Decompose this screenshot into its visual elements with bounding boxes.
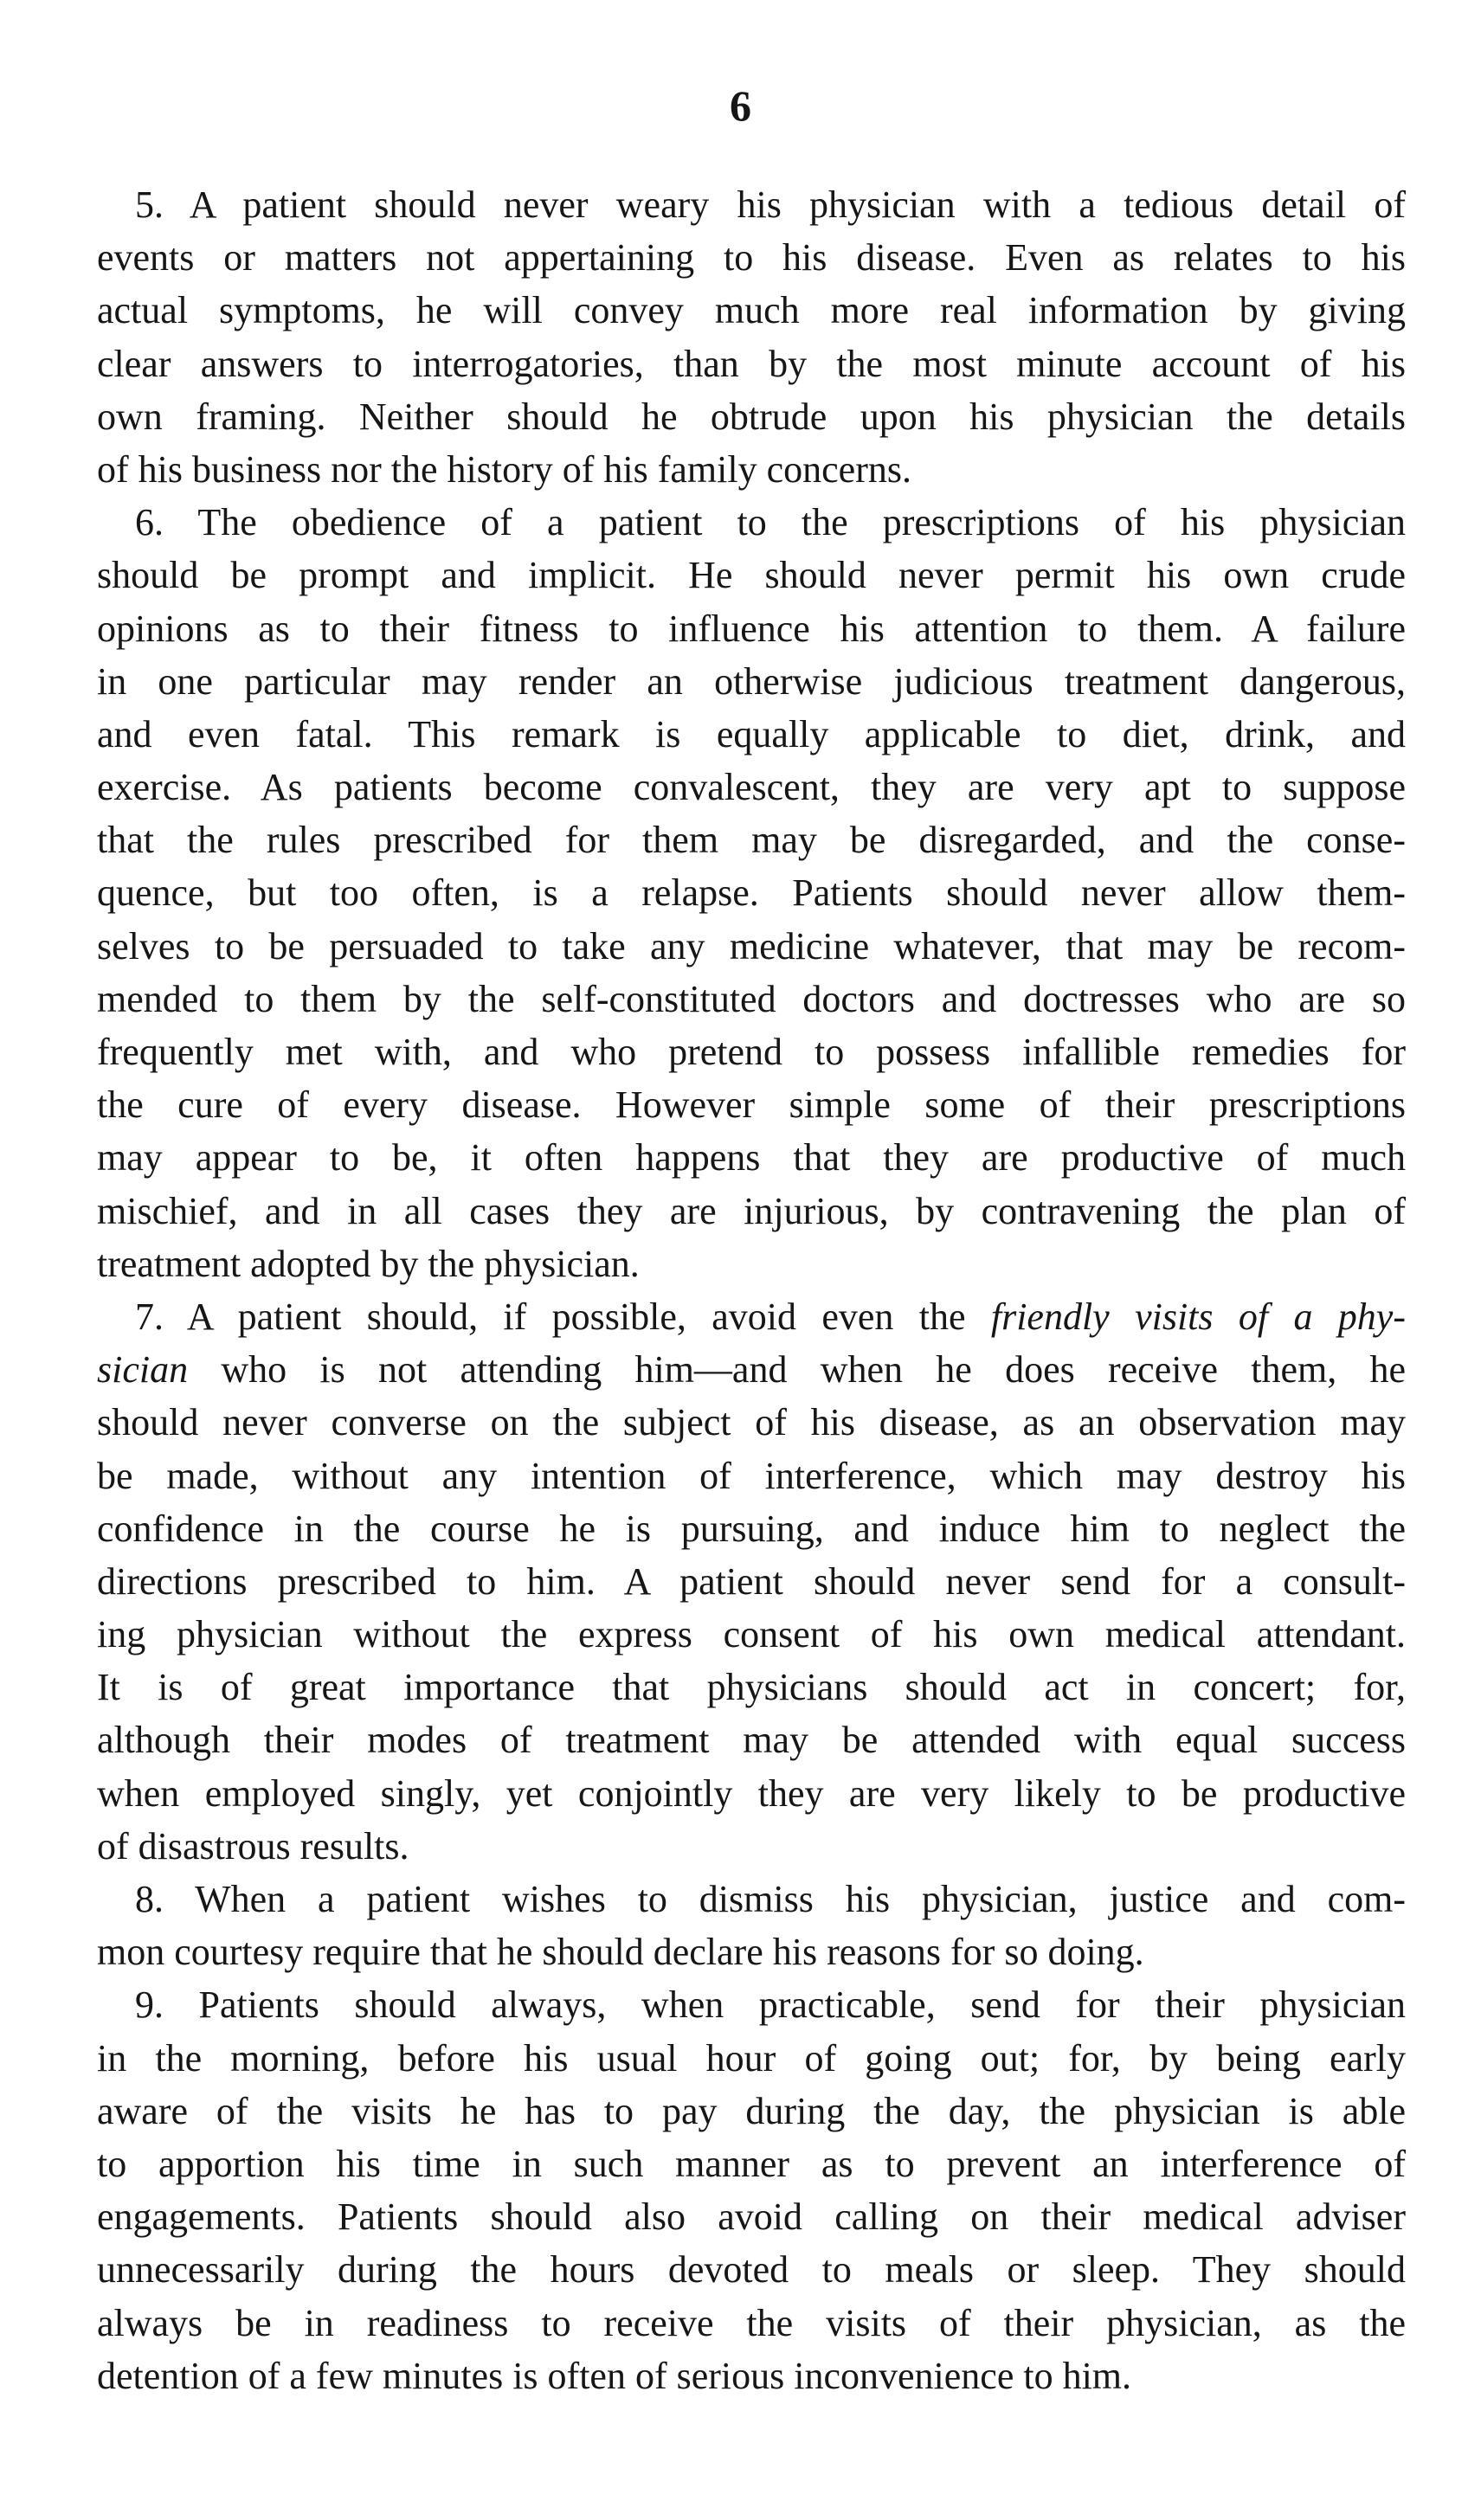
text-line: confidence in the course he is pursuing, and induce him to neglect the [97, 1507, 1406, 1550]
paragraph-5 [97, 178, 1406, 496]
text-line: always be in readiness to receive the visits of their physician, as the [97, 2301, 1406, 2344]
text-line: in the morning, before his usual hour of going out; for, by being early [97, 2036, 1406, 2080]
text-line: of his business nor the history of his family concerns. [97, 447, 911, 491]
page-number: 6 [730, 81, 751, 130]
paragraph-9 [97, 1978, 1406, 2402]
text-line: to apportion his time in such manner as to prevent an interference of [97, 2142, 1406, 2185]
text-line: be made, without any intention of interference, which may destroy his [97, 1454, 1406, 1497]
text-line: detention of a few minutes is often of serious inconvenience to him. [97, 2354, 1132, 2397]
text-line: ing physician without the express consent of his own medical attendant. [97, 1613, 1406, 1656]
paragraph-8 [97, 1873, 1406, 1978]
text-line: and even fatal. This remark is equally applicable to diet, drink, and [97, 712, 1406, 755]
text-line: It is of great importance that physicians should act in concert; for, [97, 1666, 1406, 1709]
text-line: should be prompt and implicit. He should never permit his own crude [97, 554, 1406, 597]
text-line: treatment adopted by the physician. [97, 1242, 640, 1285]
text-line: frequently met with, and who pretend to possess infallible remedies for [97, 1031, 1406, 1073]
text-line: should never converse on the subject of his disease, as an observation may [97, 1401, 1406, 1444]
text-line: although their modes of treatment may be attended with equal success [97, 1719, 1406, 1762]
text-line: that the rules prescribed for them may be disregarded, and the conse- [97, 819, 1406, 862]
text-line: 8. When a patient wishes to dismiss his physician, justice and com- [135, 1878, 1406, 1920]
text-line: events or matters not appertaining to his disease. Even as relates to his [97, 236, 1406, 280]
text-line: own framing. Neither should he obtrude upon his physician the details [97, 395, 1406, 438]
text-line: aware of the visits he has to pay during the day, the physician is able [97, 2089, 1406, 2132]
text-line: when employed singly, yet conjointly they are very likely to be productive [97, 1771, 1406, 1815]
text-line: 5. A patient should never weary his physician with a tedious detail of [135, 183, 1406, 226]
text-line: actual symptoms, he will convey much more real information by giving [97, 289, 1406, 332]
emphasis-text: friendly visits of a phy- [990, 1295, 1406, 1338]
text-line: mended to them by the self-constituted doctors and doctresses who are so [97, 977, 1406, 1020]
text-line: engagements. Patients should also avoid calling on their medical adviser [97, 2195, 1406, 2239]
text-line: directions prescribed to him. A patient should never send for a consult- [97, 1559, 1406, 1603]
text-line: exercise. As patients become convalescent, they are very apt to suppose [97, 766, 1406, 809]
text-line: 7. A patient should, if possible, avoid even the friendly visits of a phy- [135, 1295, 1406, 1338]
text-line: clear answers to interrogatories, than by the most minute account of his [97, 342, 1406, 385]
text-line: unnecessarily during the hours devoted to meals or sleep. They should [97, 2248, 1406, 2292]
text-line: mischief, and in all cases they are injurious, by contravening the plan of [97, 1189, 1406, 1232]
text-line: 6. The obedience of a patient to the prescriptions of his physician [135, 501, 1406, 544]
text-line: may appear to be, it often happens that they are productive of much [97, 1136, 1406, 1180]
text-line: of disastrous results. [97, 1824, 409, 1868]
text-line: the cure of every disease. However simple some of their prescriptions [97, 1083, 1406, 1127]
page-body [97, 178, 1406, 2402]
text-line: selves to be persuaded to take any medicine whatever, that may be recom- [97, 924, 1406, 968]
emphasis-text: sician [97, 1348, 189, 1392]
text-line: opinions as to their fitness to influence his attention to them. A failure [97, 607, 1406, 650]
text-line: quence, but too often, is a relapse. Patients should never allow them- [97, 871, 1406, 915]
paragraph-7 [97, 1290, 1406, 1873]
text-line: sician who is not attending him—and when he does receive them, he [97, 1348, 1406, 1392]
text-line: 9. Patients should always, when practicable, send for their physician [135, 1983, 1406, 2027]
text-line: mon courtesy require that he should declare his reasons for so doing. [97, 1931, 1144, 1974]
paragraph-6 [97, 496, 1406, 1290]
text-line: in one particular may render an otherwise judicious treatment dangerous, [97, 659, 1406, 703]
